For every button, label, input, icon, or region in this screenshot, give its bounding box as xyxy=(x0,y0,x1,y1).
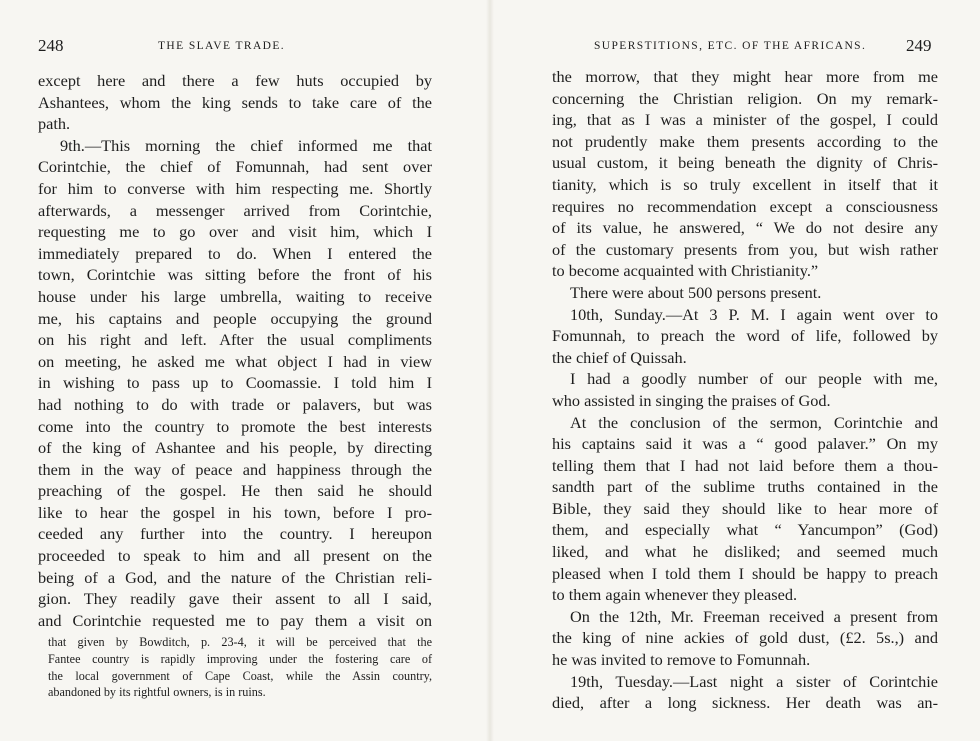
text-line: There were about 500 persons present. xyxy=(570,282,822,302)
text-line: Fomunnah, to preach the word of life, followed by xyxy=(552,326,938,346)
text-line: to them again whenever they pleased. xyxy=(552,585,798,605)
text-line: his captains said it was a “ good palaver.” On my xyxy=(552,434,938,454)
text-line: town, Corintchie was sitting before the front of his xyxy=(38,265,432,285)
text-line: of its value, he answered, “ We do not desire any xyxy=(552,218,938,238)
text-line: 9th.—This morning the chief informed me that xyxy=(60,135,432,155)
text-line: Bible, they said they should like to hear more of xyxy=(552,498,938,518)
text-line: telling them that I had not laid before them a thou- xyxy=(552,455,938,475)
text-line: abandoned by its rightful owners, is in ruins. xyxy=(48,685,266,700)
text-line: ing, that as I was a minister of the gospel, I could xyxy=(552,110,938,130)
text-line: path. xyxy=(38,114,71,134)
text-line: 10th, Sunday.—At 3 P. M. I again went over to xyxy=(570,304,938,324)
text-line: in wishing to pass up to Coomassie. I told him I xyxy=(38,373,432,393)
left-running-head: THE SLAVE TRADE. xyxy=(158,40,286,52)
text-line: requires no recommendation except a consciousness xyxy=(552,196,938,216)
text-line: died, after a long sickness. Her death was an- xyxy=(552,693,938,713)
text-line: preaching of the gospel. He then said he should xyxy=(38,481,432,501)
text-line: proceeded to speak to him and all present on the xyxy=(38,546,432,566)
text-line: except here and there a few huts occupied by xyxy=(38,71,432,90)
text-line: of the customary presents from you, but wish rather xyxy=(552,239,938,259)
text-line: At the conclusion of the sermon, Corintchie and xyxy=(570,412,938,432)
text-line: Corintchie, the chief of Fomunnah, had sent over xyxy=(38,157,432,177)
text-line: ceeded any further into the country. I hereupon xyxy=(38,524,432,544)
left-body-text xyxy=(38,70,432,631)
text-line: Fantee country is rapidly improving under the fostering care of xyxy=(48,651,432,666)
text-line: had nothing to do with trade or palavers, but was xyxy=(38,394,432,414)
text-line: them in the way of peace and happiness through the xyxy=(38,459,432,479)
text-line: house under his large umbrella, waiting to receive xyxy=(38,286,432,306)
text-line: not prudently make them presents according to the xyxy=(552,131,938,151)
text-line: the king of nine ackies of gold dust, (£2. 5s.,) and xyxy=(552,628,938,648)
text-line: On the 12th, Mr. Freeman received a present from xyxy=(570,606,938,626)
text-line: me, his captains and people occupying the ground xyxy=(38,308,432,328)
text-line: like to hear the gospel in his town, before I pro- xyxy=(38,502,432,522)
right-page-number: 249 xyxy=(906,36,932,55)
left-page-number: 248 xyxy=(38,36,64,55)
text-line: liked, and what he disliked; and seemed much xyxy=(552,542,938,562)
text-line: on his right and left. After the usual compliments xyxy=(38,330,432,350)
text-line: he was invited to remove to Fomunnah. xyxy=(552,650,811,670)
text-line: to become acquainted with Christianity.” xyxy=(552,261,819,281)
text-line: immediately prepared to do. When I entered the xyxy=(38,243,432,263)
text-line: the morrow, that they might hear more from me xyxy=(552,67,938,86)
text-line: usual custom, it being beneath the dignity of Chris- xyxy=(552,153,938,173)
text-line: concerning the Christian religion. On my remark- xyxy=(552,88,938,108)
right-body-text xyxy=(552,66,938,714)
text-line: tianity, which is so truly excellent in itself that it xyxy=(552,174,938,194)
text-line: them, and especially what “ Yancumpon” (God) xyxy=(552,520,938,540)
left-footnote xyxy=(48,634,432,701)
text-line: Ashantees, whom the king sends to take care of the xyxy=(38,92,432,112)
text-line: 19th, Tuesday.—Last night a sister of Corintchie xyxy=(570,671,938,691)
text-line: gion. They readily gave their assent to all I said, xyxy=(38,589,432,609)
text-line: afterwards, a messenger arrived from Corintchie, xyxy=(38,200,432,220)
text-line: the local government of Cape Coast, while the Assin country, xyxy=(48,668,432,683)
text-line: for him to converse with him respecting me. Shortly xyxy=(38,178,432,198)
right-running-head: SUPERSTITIONS, ETC. OF THE AFRICANS. xyxy=(594,40,867,52)
text-line: sandth part of the sublime truths contained in the xyxy=(552,477,938,497)
text-line: I had a goodly number of our people with me, xyxy=(570,369,938,389)
text-line: on meeting, he asked me what object I had in view xyxy=(38,351,432,371)
text-line: who assisted in singing the praises of God. xyxy=(552,390,831,410)
right-page xyxy=(490,0,980,741)
text-line: of the king of Ashantee and his people, by directing xyxy=(38,438,432,458)
text-line: come into the country to promote the best interests xyxy=(38,416,432,436)
text-line: the chief of Quissah. xyxy=(552,347,687,367)
text-line: requesting me to go over and visit him, which I xyxy=(38,222,432,242)
text-line: being of a God, and the nature of the Christian reli- xyxy=(38,567,432,587)
text-line: pleased when I told them I should be happy to preach xyxy=(552,563,938,583)
text-line: and Corintchie requested me to pay them a visit on xyxy=(38,610,432,630)
text-line: that given by Bowditch, p. 23-4, it will be perceived that the xyxy=(48,635,432,649)
